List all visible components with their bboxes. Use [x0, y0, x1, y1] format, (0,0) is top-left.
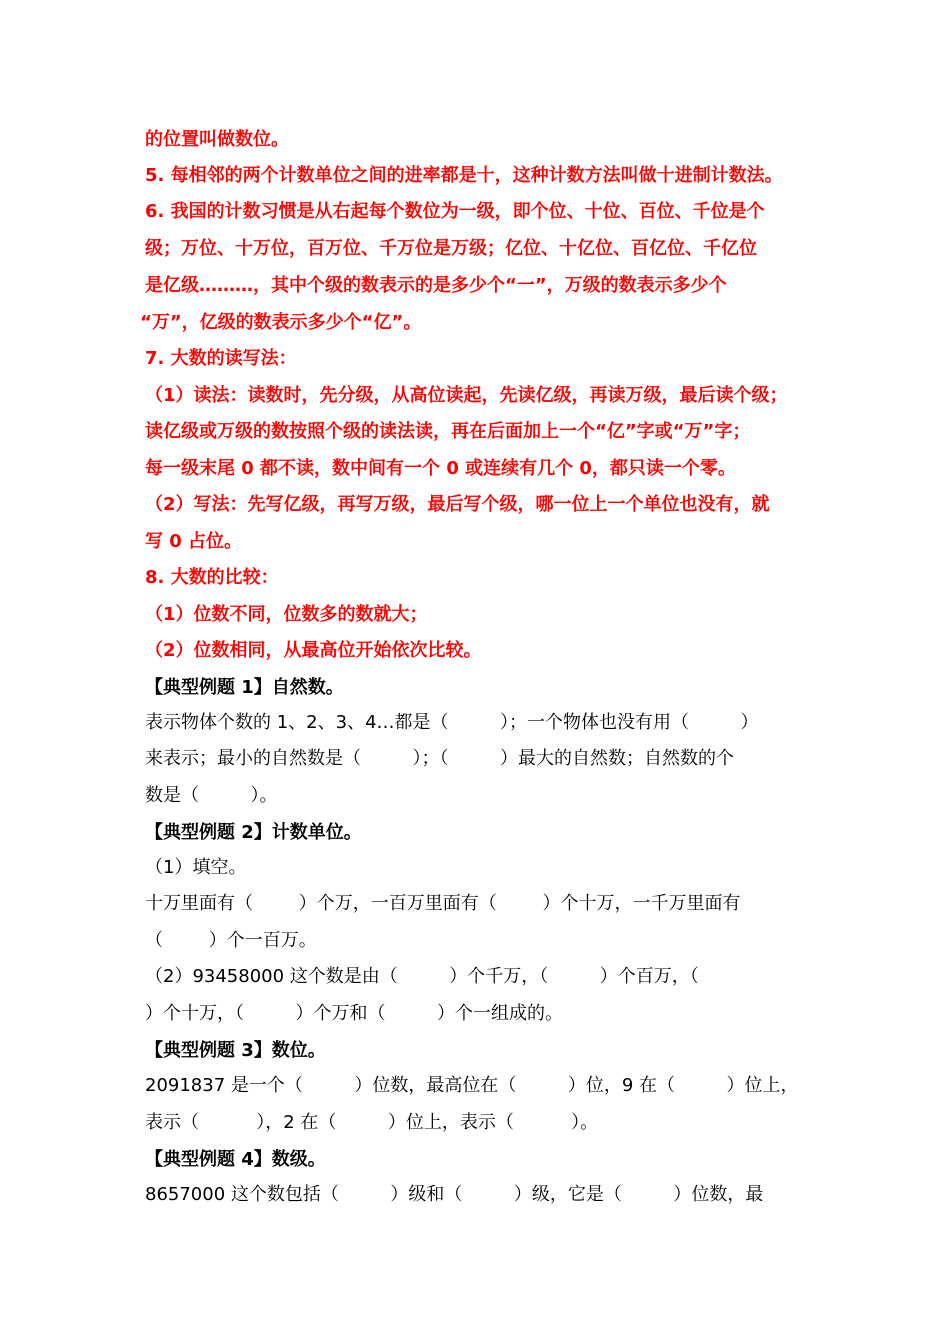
text-line: 5. 每相邻的两个计数单位之间的进率都是十，这种计数方法叫做十进制计数法。 — [145, 165, 783, 186]
text-line: 来表示；最小的自然数是（ ）；（ ）最大的自然数；自然数的个 — [145, 748, 734, 769]
text-line: ）个十万，（ ）个万和（ ）个一组成的。 — [145, 1003, 563, 1024]
example-heading-4: 【典型例题 4】数级。 — [145, 1149, 326, 1170]
text-line: 8657000 这个数包括（ ）级和（ ）级，它是（ ）位数，最 — [145, 1184, 764, 1205]
text-line: 的位置叫做数位。 — [145, 129, 289, 150]
text-line: “万”，亿级的数表示多少个“亿”。 — [140, 312, 422, 333]
example-heading-3: 【典型例题 3】数位。 — [145, 1040, 326, 1061]
text-line: 表示（ ），2 在（ ）位上，表示（ ）。 — [145, 1112, 599, 1133]
text-line: （1）位数不同，位数多的数就大； — [145, 604, 428, 625]
text-line: 每一级末尾 0 都不读，数中间有一个 0 或连续有几个 0，都只读一个零。 — [145, 458, 736, 479]
text-line: （1）读法：读数时，先分级，从高位读起，先读亿级，再读万级，最后读个级； — [145, 385, 788, 406]
text-line: 写 0 占位。 — [145, 531, 243, 552]
text-line: 是亿级………，其中个级的数表示的是多少个“一”，万级的数表示多少个 — [145, 275, 727, 296]
section-heading-7: 7. 大数的读写法： — [145, 348, 297, 369]
text-line: （1）填空。 — [145, 857, 247, 878]
text-line: （2）位数相同，从最高位开始依次比较。 — [145, 640, 482, 661]
text-line: 十万里面有（ ）个万，一百万里面有（ ）个十万，一千万里面有 — [145, 893, 741, 914]
text-line: （2）写法：先写亿级，再写万级，最后写个级，哪一位上一个单位也没有，就 — [145, 494, 770, 515]
text-line: （ ）个一百万。 — [145, 930, 317, 951]
text-line: 2091837 是一个（ ）位数，最高位在（ ）位，9 在（ ）位上， — [145, 1075, 799, 1096]
text-line: 读亿级或万级的数按照个级的读法读，再在后面加上一个“亿”字或“万”字； — [145, 421, 751, 442]
example-heading-1: 【典型例题 1】自然数。 — [145, 677, 344, 698]
text-line: （2）93458000 这个数是由（ ）个千万，（ ）个百万，（ — [145, 966, 699, 987]
section-heading-8: 8. 大数的比较： — [145, 567, 279, 588]
text-line: 6. 我国的计数习惯是从右起每个数位为一级，即个位、十位、百位、千位是个 — [145, 201, 765, 222]
example-heading-2: 【典型例题 2】计数单位。 — [145, 822, 362, 843]
text-line: 数是（ ）。 — [145, 785, 278, 806]
text-line: 级；万位、十万位，百万位、千万位是万级；亿位、十亿位、百亿位、千亿位 — [145, 238, 757, 259]
text-line: 表示物体个数的 1、2、3、4…都是（ ）；一个物体也没有用（ ） — [145, 712, 759, 733]
